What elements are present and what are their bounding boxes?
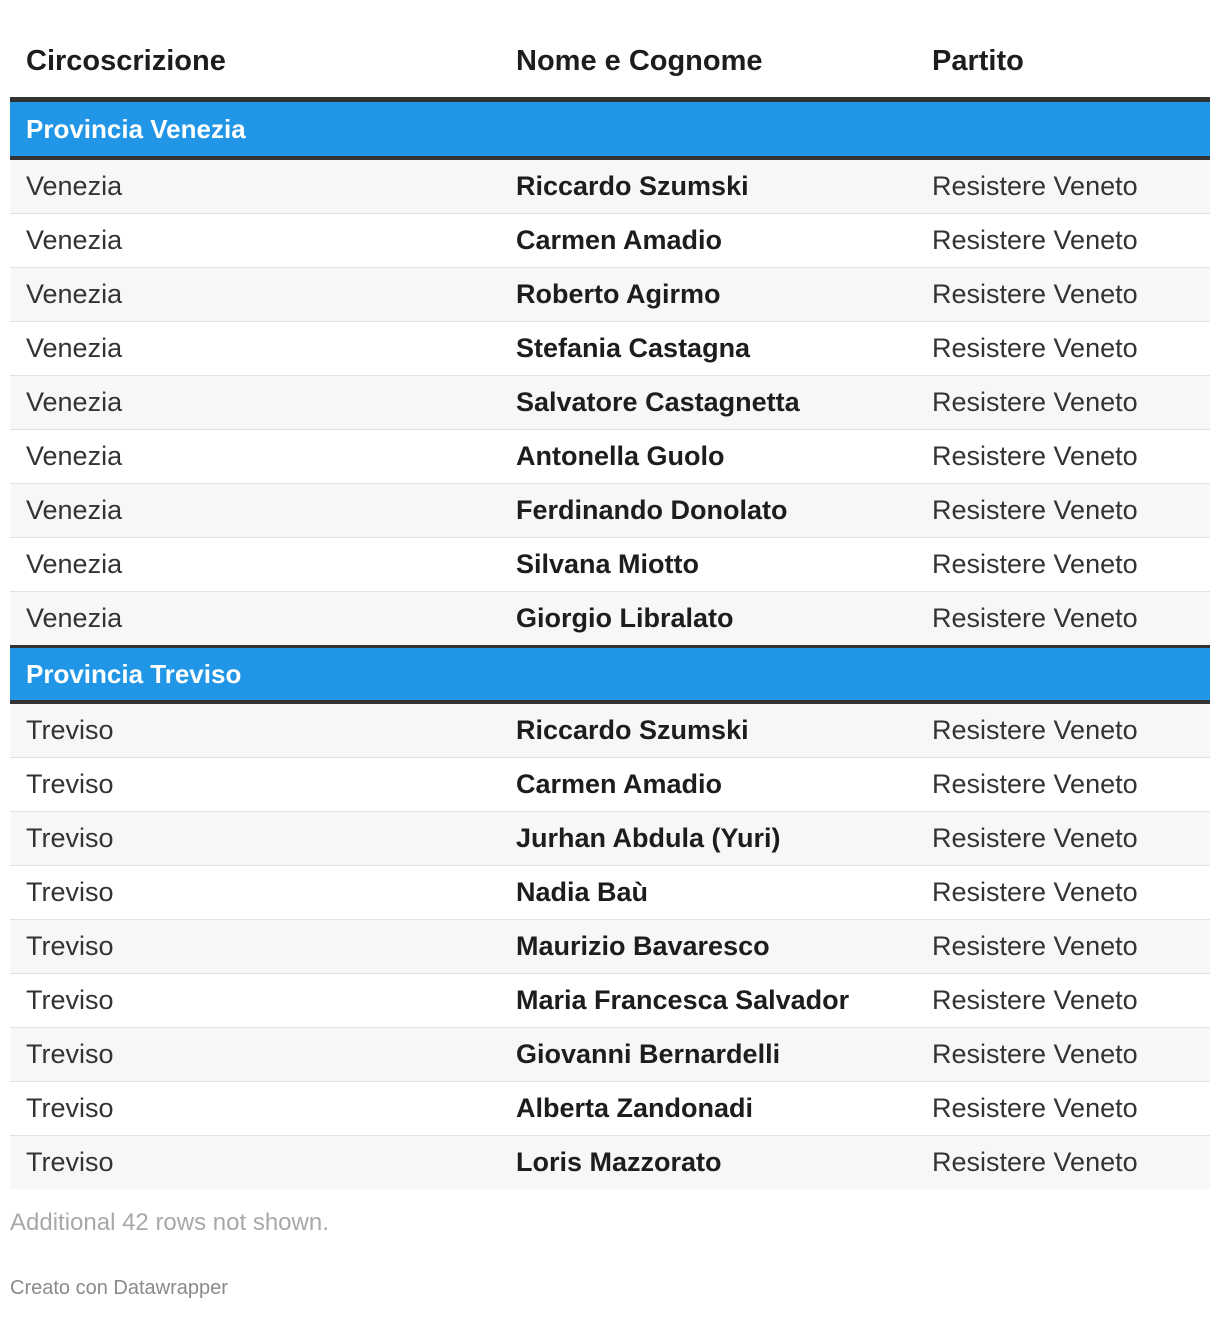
table-row xyxy=(10,974,1210,1028)
cell-partito: Resistere Veneto xyxy=(932,769,1138,799)
table-row xyxy=(10,160,1210,214)
table-row xyxy=(10,430,1210,484)
table-row xyxy=(10,866,1210,920)
cell-partito: Resistere Veneto xyxy=(932,1147,1138,1177)
table-row xyxy=(10,1136,1210,1189)
table-row xyxy=(10,376,1210,430)
table-row xyxy=(10,484,1210,538)
cell-circoscrizione: Venezia xyxy=(26,171,123,201)
table-row xyxy=(10,268,1210,322)
table-row xyxy=(10,704,1210,758)
table-row xyxy=(10,812,1210,866)
cell-partito: Resistere Veneto xyxy=(932,715,1138,745)
cell-nome-cognome: Riccardo Szumski xyxy=(516,171,749,201)
cell-nome-cognome: Nadia Baù xyxy=(516,877,649,907)
group-header: Provincia Venezia xyxy=(10,102,1210,160)
cell-nome-cognome: Stefania Castagna xyxy=(516,333,751,363)
cell-partito: Resistere Veneto xyxy=(932,549,1138,579)
table-row xyxy=(10,538,1210,592)
table-row xyxy=(10,920,1210,974)
cell-nome-cognome: Maurizio Bavaresco xyxy=(516,931,770,961)
column-header-nome[interactable]: Nome e Cognome xyxy=(516,45,763,77)
table-header-row xyxy=(10,0,1210,102)
cell-circoscrizione: Treviso xyxy=(26,823,114,853)
table-row xyxy=(10,214,1210,268)
column-header-partito[interactable]: Partito xyxy=(932,45,1024,77)
cell-partito: Resistere Veneto xyxy=(932,333,1138,363)
cell-circoscrizione: Treviso xyxy=(26,1093,114,1123)
cell-circoscrizione: Treviso xyxy=(26,1039,114,1069)
table-body xyxy=(10,102,1210,1189)
table-row xyxy=(10,1028,1210,1082)
more-rows-note: Additional 42 rows not shown. xyxy=(10,1209,329,1236)
cell-circoscrizione: Treviso xyxy=(26,715,114,745)
cell-nome-cognome: Salvatore Castagnetta xyxy=(516,387,800,417)
cell-partito: Resistere Veneto xyxy=(932,877,1138,907)
cell-partito: Resistere Veneto xyxy=(932,225,1138,255)
cell-partito: Resistere Veneto xyxy=(932,279,1138,309)
cell-partito: Resistere Veneto xyxy=(932,603,1138,633)
cell-partito: Resistere Veneto xyxy=(932,823,1138,853)
cell-partito: Resistere Veneto xyxy=(932,1093,1138,1123)
cell-circoscrizione: Venezia xyxy=(26,549,123,579)
cell-nome-cognome: Ferdinando Donolato xyxy=(516,495,788,525)
cell-circoscrizione: Treviso xyxy=(26,985,114,1015)
cell-nome-cognome: Maria Francesca Salvador xyxy=(516,985,850,1015)
cell-nome-cognome: Alberta Zandonadi xyxy=(516,1093,754,1123)
cell-nome-cognome: Riccardo Szumski xyxy=(516,715,749,745)
cell-circoscrizione: Treviso xyxy=(26,769,114,799)
cell-circoscrizione: Venezia xyxy=(26,441,123,471)
column-header-circoscrizione[interactable]: Circoscrizione xyxy=(26,45,226,77)
cell-partito: Resistere Veneto xyxy=(932,931,1138,961)
cell-nome-cognome: Giovanni Bernardelli xyxy=(516,1039,781,1069)
cell-nome-cognome: Roberto Agirmo xyxy=(516,279,721,309)
cell-circoscrizione: Venezia xyxy=(26,279,123,309)
cell-circoscrizione: Venezia xyxy=(26,495,123,525)
table-row xyxy=(10,1082,1210,1136)
cell-circoscrizione: Treviso xyxy=(26,931,114,961)
cell-nome-cognome: Silvana Miotto xyxy=(516,549,700,579)
table-row xyxy=(10,758,1210,812)
cell-nome-cognome: Antonella Guolo xyxy=(516,441,725,471)
cell-circoscrizione: Venezia xyxy=(26,333,123,363)
cell-partito: Resistere Veneto xyxy=(932,387,1138,417)
cell-circoscrizione: Treviso xyxy=(26,877,114,907)
datawrapper-table xyxy=(10,0,1210,1300)
cell-nome-cognome: Carmen Amadio xyxy=(516,769,723,799)
table-row xyxy=(10,592,1210,645)
cell-circoscrizione: Venezia xyxy=(26,603,123,633)
cell-nome-cognome: Giorgio Libralato xyxy=(516,603,734,633)
cell-partito: Resistere Veneto xyxy=(932,1039,1138,1069)
cell-circoscrizione: Venezia xyxy=(26,387,123,417)
table-row xyxy=(10,322,1210,376)
cell-circoscrizione: Venezia xyxy=(26,225,123,255)
cell-partito: Resistere Veneto xyxy=(932,495,1138,525)
cell-nome-cognome: Jurhan Abdula (Yuri) xyxy=(516,823,781,853)
cell-circoscrizione: Treviso xyxy=(26,1147,114,1177)
cell-partito: Resistere Veneto xyxy=(932,441,1138,471)
cell-partito: Resistere Veneto xyxy=(932,985,1138,1015)
group-header: Provincia Treviso xyxy=(10,645,1210,704)
cell-partito: Resistere Veneto xyxy=(932,171,1138,201)
cell-nome-cognome: Carmen Amadio xyxy=(516,225,723,255)
cell-nome-cognome: Loris Mazzorato xyxy=(516,1147,722,1177)
credit-line: Creato con Datawrapper xyxy=(10,1277,228,1299)
